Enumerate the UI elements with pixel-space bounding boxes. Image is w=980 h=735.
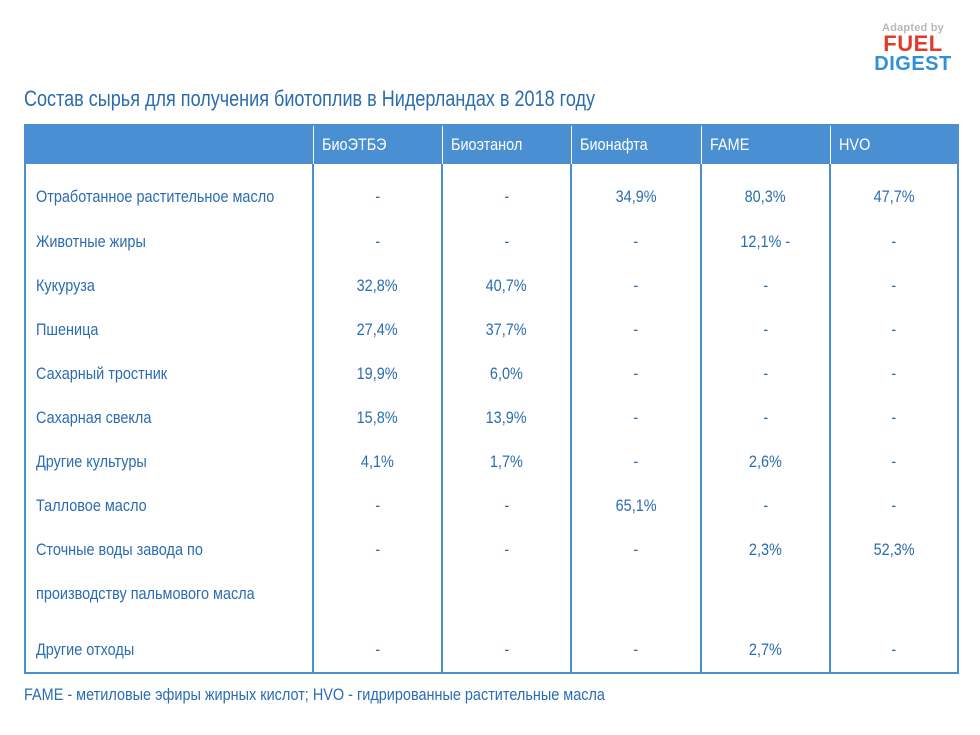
table-row — [25, 352, 958, 396]
table-row — [25, 396, 958, 440]
cell: - — [571, 220, 701, 264]
cell: 65,1% — [571, 484, 701, 528]
cell: - — [442, 164, 571, 220]
cell: - — [830, 264, 958, 308]
cell: 52,3% — [830, 528, 958, 628]
cell: 1,7% — [442, 440, 571, 484]
page-title: Состав сырья для получения биотоплив в Нидерландах в 2018 году — [24, 86, 596, 111]
cell: - — [701, 484, 830, 528]
table-row — [25, 308, 958, 352]
logo-adapted-by: Adapted by — [882, 22, 944, 34]
cell: - — [313, 220, 442, 264]
cell: - — [830, 628, 958, 673]
cell: - — [830, 484, 958, 528]
row-label: Талловое масло — [36, 496, 147, 515]
table-row — [25, 440, 958, 484]
cell: 80,3% — [701, 164, 830, 220]
row-label — [25, 528, 313, 628]
cell: - — [571, 628, 701, 673]
cell: - — [571, 396, 701, 440]
footnote: FAME - метиловые эфиры жирных кислот; HVO - гидрированные растительные масла — [24, 685, 605, 704]
cell: - — [571, 528, 701, 628]
table-row — [25, 484, 958, 528]
header-bionaphtha: Бионафта — [571, 125, 701, 164]
cell: 6,0% — [442, 352, 571, 396]
cell: - — [313, 628, 442, 673]
cell: - — [701, 264, 830, 308]
cell: - — [830, 440, 958, 484]
row-label-line-1: Сточные воды завода по — [36, 540, 203, 559]
cell: 13,9% — [442, 396, 571, 440]
cell: 15,8% — [313, 396, 442, 440]
cell: 2,7% — [701, 628, 830, 673]
cell: - — [571, 352, 701, 396]
cell: 37,7% — [442, 308, 571, 352]
table-row — [25, 628, 958, 673]
header-fame: FAME — [701, 125, 830, 164]
table-row — [25, 528, 958, 628]
header-empty — [25, 125, 313, 164]
cell: - — [442, 528, 571, 628]
row-label: Отработанное растительное масло — [36, 187, 275, 206]
table-row — [25, 164, 958, 220]
cell: - — [313, 164, 442, 220]
cell: 34,9% — [571, 164, 701, 220]
row-label: Кукуруза — [36, 276, 95, 295]
row-label: Другие отходы — [36, 640, 135, 659]
cell: - — [571, 264, 701, 308]
header-bioethanol: Биоэтанол — [442, 125, 571, 164]
row-label: Сахарный тростник — [36, 364, 168, 383]
cell: - — [442, 484, 571, 528]
cell: - — [442, 220, 571, 264]
cell: 12,1% - — [701, 220, 830, 264]
header-bioetbe: БиоЭТБЭ — [313, 125, 442, 164]
row-label: Пшеница — [36, 320, 99, 339]
cell: - — [830, 352, 958, 396]
table-row — [25, 220, 958, 264]
header-hvo: HVO — [830, 125, 958, 164]
cell: 47,7% — [830, 164, 958, 220]
row-label: Животные жиры — [36, 232, 146, 251]
cell: 27,4% — [313, 308, 442, 352]
table-row — [25, 264, 958, 308]
logo-digest: DIGEST — [874, 53, 952, 75]
cell: - — [701, 308, 830, 352]
cell: 32,8% — [313, 264, 442, 308]
cell: 4,1% — [313, 440, 442, 484]
cell: - — [313, 528, 442, 628]
cell: - — [701, 396, 830, 440]
fuel-digest-logo — [870, 22, 956, 74]
cell: - — [442, 628, 571, 673]
logo-fuel: FUEL — [883, 31, 943, 56]
cell: - — [571, 440, 701, 484]
row-label: Другие культуры — [36, 452, 147, 471]
cell: - — [830, 396, 958, 440]
cell: 19,9% — [313, 352, 442, 396]
table-header-row — [25, 125, 958, 164]
row-label: Сахарная свекла — [36, 408, 152, 427]
cell: - — [830, 220, 958, 264]
row-label-line-2: производству пальмового масла — [36, 584, 255, 603]
cell: - — [830, 308, 958, 352]
feedstock-table — [24, 124, 959, 674]
cell: 2,3% — [701, 528, 830, 628]
cell: - — [313, 484, 442, 528]
cell: - — [571, 308, 701, 352]
cell: - — [701, 352, 830, 396]
cell: 2,6% — [701, 440, 830, 484]
cell: 40,7% — [442, 264, 571, 308]
